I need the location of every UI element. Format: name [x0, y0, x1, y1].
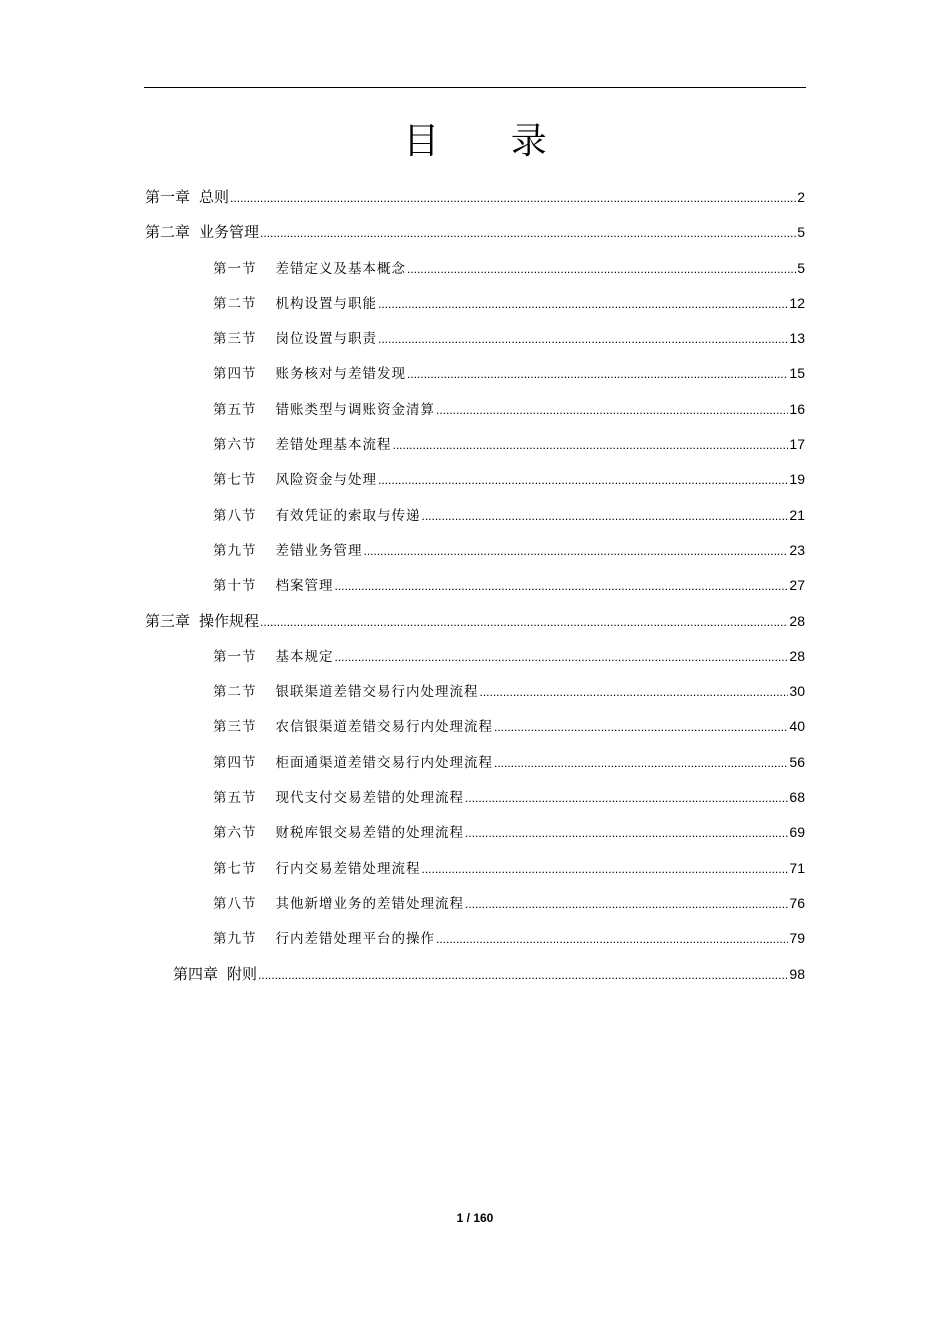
toc-entry-page-number: 71	[789, 859, 805, 876]
dot-leader	[260, 605, 788, 640]
toc-section-entry[interactable]	[0, 533, 950, 568]
toc-entry-title: 有效凭证的索取与传递	[275, 507, 421, 524]
toc-entry-page-number: 30	[789, 683, 805, 700]
toc-entry-page-number: 12	[789, 294, 805, 311]
toc-entry-page-number: 40	[789, 718, 805, 735]
toc-section-entry[interactable]	[0, 709, 950, 744]
dot-leader	[378, 322, 788, 357]
header-rule	[144, 87, 806, 88]
toc-entry-number: 第三节	[213, 719, 257, 736]
toc-entry-number: 第六节	[213, 437, 257, 454]
toc-section-entry[interactable]	[0, 321, 950, 356]
toc-entry-page-number: 79	[789, 930, 805, 947]
toc-entry-title: 行内交易差错处理流程	[275, 860, 421, 877]
toc-section-entry[interactable]	[0, 251, 950, 286]
toc-entry-title: 行内差错处理平台的操作	[275, 931, 435, 948]
toc-entry-number: 第五节	[213, 790, 257, 807]
toc-entry-page-number: 27	[789, 577, 805, 594]
toc-entry-page-number: 28	[789, 647, 805, 664]
toc-entry-title: 风险资金与处理	[275, 472, 377, 489]
toc-entry-number: 第四节	[213, 754, 257, 771]
toc-entry-title: 柜面通渠道差错交易行内处理流程	[275, 754, 493, 771]
toc-entry-title: 财税库银交易差错的处理流程	[275, 825, 464, 842]
toc-entry-number: 第九节	[213, 542, 257, 559]
toc-entry-title: 档案管理	[275, 578, 334, 595]
toc-chapter-entry[interactable]	[0, 604, 950, 639]
dot-leader	[364, 534, 789, 569]
toc-entry-page-number: 56	[789, 753, 805, 770]
toc-entry-page-number: 17	[789, 436, 805, 453]
toc-entry-number: 第一章	[145, 188, 191, 206]
toc-entry-page-number: 2	[797, 189, 805, 205]
toc-entry-title: 其他新增业务的差错处理流程	[275, 895, 464, 912]
dot-leader	[335, 640, 789, 675]
toc-entry-page-number: 21	[789, 506, 805, 523]
toc-entry-page-number: 68	[789, 789, 805, 806]
toc-entry-number: 第四章	[173, 964, 219, 983]
dot-leader	[407, 252, 796, 287]
toc-entry-number: 第六节	[213, 825, 257, 842]
toc-entry-page-number: 15	[789, 365, 805, 382]
dot-leader	[436, 922, 788, 957]
page-title: 目 录	[403, 121, 577, 162]
toc-entry-title: 现代支付交易差错的处理流程	[275, 790, 464, 807]
table-of-contents	[0, 180, 950, 992]
toc-entry-number: 第十节	[213, 578, 257, 595]
toc-entry-number: 第一节	[213, 648, 257, 665]
toc-entry-number: 第九节	[213, 931, 257, 948]
toc-entry-page-number: 98	[789, 965, 805, 982]
toc-entry-number: 第五节	[213, 401, 257, 418]
toc-entry-page-number: 69	[789, 824, 805, 841]
toc-section-entry[interactable]	[0, 851, 950, 886]
dot-leader	[378, 463, 788, 498]
toc-section-entry[interactable]	[0, 815, 950, 850]
toc-section-entry[interactable]	[0, 356, 950, 391]
toc-entry-number: 第三章	[145, 611, 191, 630]
toc-entry-number: 第七节	[213, 472, 257, 489]
dot-leader	[378, 287, 788, 322]
dot-leader	[422, 852, 789, 887]
toc-entry-number: 第二节	[213, 684, 257, 701]
dot-leader	[465, 887, 788, 922]
dot-leader	[494, 710, 788, 745]
dot-leader	[230, 181, 796, 216]
toc-section-entry[interactable]	[0, 639, 950, 674]
toc-entry-title: 操作规程	[199, 611, 260, 630]
toc-section-entry[interactable]	[0, 674, 950, 709]
toc-entry-title: 附则	[227, 964, 258, 983]
toc-entry-number: 第二节	[213, 295, 257, 312]
toc-chapter-entry[interactable]	[0, 957, 950, 992]
toc-entry-number: 第八节	[213, 507, 257, 524]
dot-leader	[335, 569, 789, 604]
toc-entry-title: 基本规定	[275, 648, 334, 665]
page-number-footer: 1 / 160	[456, 1211, 494, 1225]
toc-entry-title: 银联渠道差错交易行内处理流程	[275, 684, 479, 701]
toc-entry-title: 总则	[199, 188, 230, 206]
toc-entry-title: 业务管理	[199, 223, 260, 242]
toc-entry-number: 第二章	[145, 223, 191, 242]
dot-leader	[465, 781, 788, 816]
toc-entry-title: 岗位设置与职责	[275, 331, 377, 348]
dot-leader	[422, 499, 789, 534]
toc-section-entry[interactable]	[0, 427, 950, 462]
toc-entry-page-number: 76	[789, 894, 805, 911]
dot-leader	[393, 428, 789, 463]
toc-section-entry[interactable]	[0, 462, 950, 497]
toc-entry-title: 农信银渠道差错交易行内处理流程	[275, 719, 493, 736]
toc-section-entry[interactable]	[0, 780, 950, 815]
dot-leader	[260, 216, 796, 251]
toc-entry-page-number: 23	[789, 541, 805, 558]
toc-entry-title: 差错处理基本流程	[275, 437, 392, 454]
toc-section-entry[interactable]	[0, 886, 950, 921]
dot-leader	[436, 393, 788, 428]
toc-section-entry[interactable]	[0, 392, 950, 427]
toc-entry-title: 错账类型与调账资金清算	[275, 401, 435, 418]
toc-entry-page-number: 13	[789, 330, 805, 347]
toc-section-entry[interactable]	[0, 568, 950, 603]
toc-entry-number: 第一节	[213, 260, 257, 277]
toc-entry-page-number: 5	[797, 259, 805, 276]
dot-leader	[494, 746, 788, 781]
toc-entry-page-number: 19	[789, 471, 805, 488]
toc-section-entry[interactable]	[0, 498, 950, 533]
toc-entry-page-number: 5	[797, 224, 805, 241]
toc-section-entry[interactable]	[0, 286, 950, 321]
dot-leader	[480, 675, 789, 710]
dot-leader	[465, 816, 788, 851]
toc-entry-page-number: 28	[789, 612, 805, 629]
toc-entry-page-number: 16	[789, 400, 805, 417]
toc-entry-number: 第三节	[213, 331, 257, 348]
toc-entry-number: 第七节	[213, 860, 257, 877]
toc-entry-title: 差错定义及基本概念	[275, 260, 406, 277]
dot-leader	[258, 958, 788, 993]
toc-entry-number: 第八节	[213, 895, 257, 912]
toc-entry-number: 第四节	[213, 366, 257, 383]
toc-section-entry[interactable]	[0, 745, 950, 780]
toc-entry-title: 账务核对与差错发现	[275, 366, 406, 383]
dot-leader	[407, 357, 788, 392]
toc-entry-title: 差错业务管理	[275, 542, 363, 559]
toc-chapter-entry[interactable]	[0, 215, 950, 250]
toc-chapter-entry[interactable]	[0, 180, 950, 215]
toc-entry-title: 机构设置与职能	[275, 295, 377, 312]
toc-section-entry[interactable]	[0, 921, 950, 956]
